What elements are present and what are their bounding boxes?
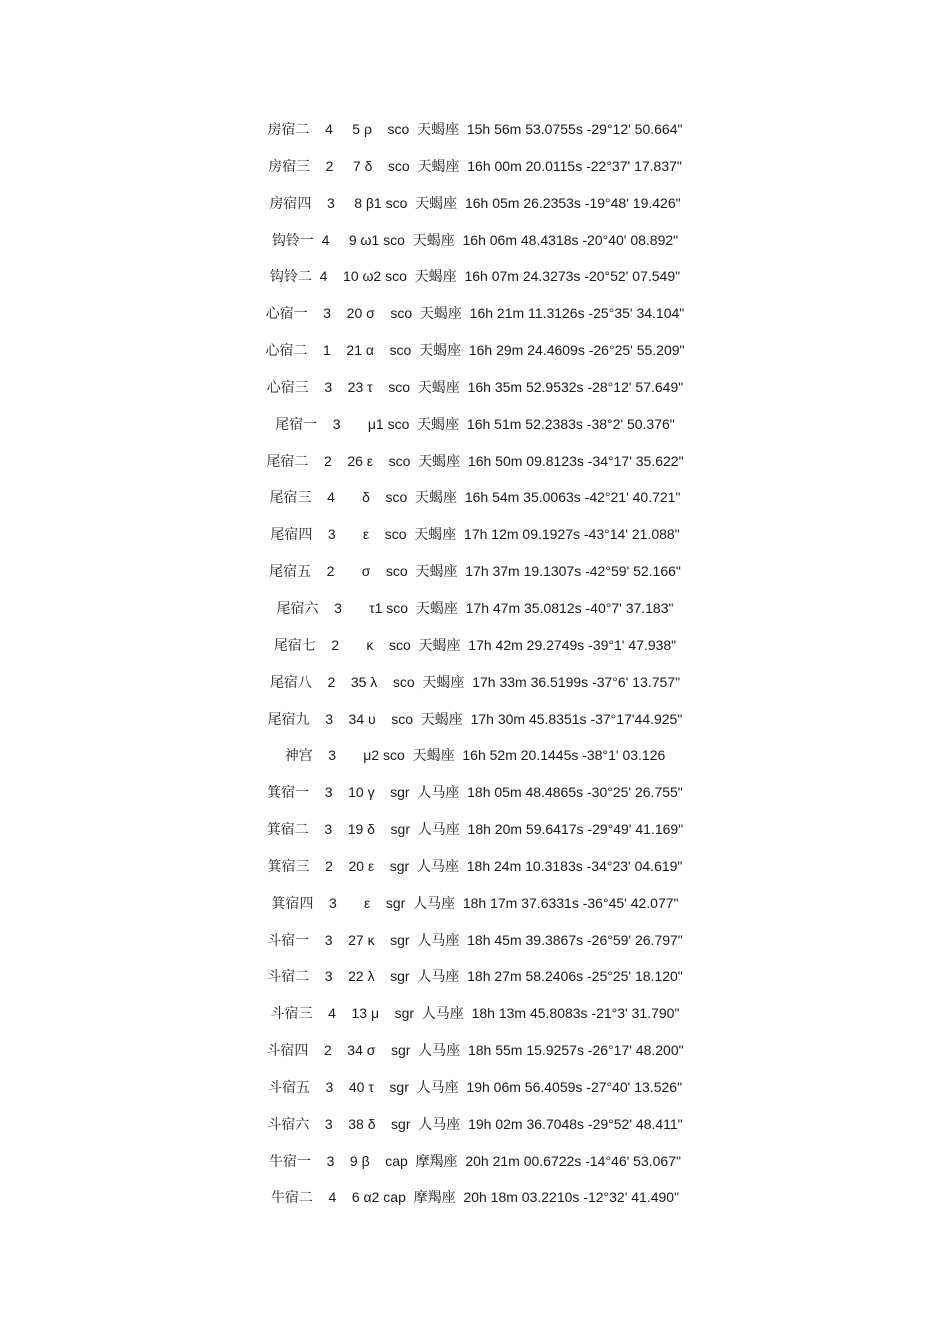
- star-entry-row: [0, 1077, 950, 1114]
- star-entry-row: [0, 856, 950, 893]
- star-entry-row: [0, 119, 950, 156]
- star-entry-text: 房宿三 2 7 δ sco 天蝎座 16h 00m 20.0115s -22°37' 17.837": [268, 157, 682, 174]
- star-catalog-list: [0, 119, 950, 1224]
- star-entry-row: [0, 1003, 950, 1040]
- star-entry-row: [0, 266, 950, 303]
- star-entry-text: 箕宿四 3 ε sgr 人马座 18h 17m 37.6331s -36°45' 42.077": [271, 894, 679, 911]
- star-entry-text: 尾宿一 3 μ1 sco 天蝎座 16h 51m 52.2383s -38°2' 50.376": [275, 415, 675, 432]
- star-entry-row: [0, 524, 950, 561]
- star-entry-row: [0, 930, 950, 967]
- star-entry-text: 箕宿二 3 19 δ sgr 人马座 18h 20m 59.6417s -29°49' 41.169": [266, 821, 684, 838]
- star-entry-row: [0, 598, 950, 635]
- star-entry-row: [0, 414, 950, 451]
- star-entry-text: 斗宿一 3 27 κ sgr 人马座 18h 45m 39.3867s -26°59' 26.797": [267, 931, 683, 948]
- star-entry-text: 斗宿六 3 38 δ sgr 人马座 19h 02m 36.7048s -29°52' 48.411": [267, 1115, 683, 1132]
- star-entry-text: 尾宿八 2 35 λ sco 天蝎座 17h 33m 36.5199s -37°6' 13.757": [269, 673, 681, 690]
- star-entry-text: 尾宿二 2 26 ε sco 天蝎座 16h 50m 09.8123s -34°17' 35.622": [266, 452, 684, 469]
- star-entry-row: [0, 893, 950, 930]
- star-entry-row: [0, 709, 950, 746]
- star-entry-text: 箕宿三 2 20 ε sgr 人马座 18h 24m 10.3183s -34°23' 04.619": [267, 857, 683, 874]
- star-entry-text: 斗宿五 3 40 τ sgr 人马座 19h 06m 56.4059s -27°40' 13.526": [267, 1078, 683, 1095]
- star-entry-row: [0, 156, 950, 193]
- star-entry-row: [0, 561, 950, 598]
- star-entry-text: 尾宿五 2 σ sco 天蝎座 17h 37m 19.1307s -42°59' 52.166": [269, 563, 681, 580]
- star-entry-text: 心宿一 3 20 σ sco 天蝎座 16h 21m 11.3126s -25°35' 34.104": [265, 305, 685, 322]
- star-entry-row: [0, 635, 950, 672]
- star-entry-row: [0, 451, 950, 488]
- star-entry-text: 斗宿四 2 34 σ sgr 人马座 18h 55m 15.9257s -26°17' 48.200": [266, 1042, 684, 1059]
- star-entry-text: 尾宿四 3 ε sco 天蝎座 17h 12m 09.1927s -43°14' 21.088": [270, 526, 680, 543]
- star-entry-row: [0, 672, 950, 709]
- star-entry-row: [0, 782, 950, 819]
- star-entry-text: 尾宿三 4 δ sco 天蝎座 16h 54m 35.0063s -42°21' 40.721": [269, 489, 681, 506]
- star-entry-text: 钩铃一 4 9 ω1 sco 天蝎座 16h 06m 48.4318s -20°40' 08.892": [271, 231, 679, 248]
- star-entry-row: [0, 193, 950, 230]
- star-entry-text: 尾宿六 3 τ1 sco 天蝎座 17h 47m 35.0812s -40°7' 37.183": [276, 599, 674, 616]
- star-entry-row: [0, 230, 950, 267]
- star-entry-row: [0, 303, 950, 340]
- star-entry-text: 斗宿三 4 13 μ sgr 人马座 18h 13m 45.8083s -21°3' 31.790": [270, 1005, 680, 1022]
- star-entry-text: 钩铃二 4 10 ω2 sco 天蝎座 16h 07m 24.3273s -20°52' 07.549": [269, 268, 681, 285]
- star-entry-text: 神宫 3 μ2 sco 天蝎座 16h 52m 20.1445s -38°1' 03.126: [284, 747, 666, 764]
- star-entry-text: 斗宿二 3 22 λ sgr 人马座 18h 27m 58.2406s -25°25' 18.120": [267, 968, 683, 985]
- star-entry-text: 牛宿二 4 6 α2 cap 摩羯座 20h 18m 03.2210s -12°32' 41.490": [270, 1189, 680, 1206]
- star-entry-row: [0, 1040, 950, 1077]
- star-entry-text: 房宿四 3 8 β1 sco 天蝎座 16h 05m 26.2353s -19°48' 19.426": [269, 194, 681, 211]
- star-entry-text: 牛宿一 3 9 β cap 摩羯座 20h 21m 00.6722s -14°46' 53.067": [269, 1152, 681, 1169]
- star-entry-row: [0, 340, 950, 377]
- star-entry-row: [0, 1187, 950, 1224]
- star-entry-text: 房宿二 4 5 ρ sco 天蝎座 15h 56m 53.0755s -29°12' 50.664": [267, 121, 683, 137]
- star-entry-text: 心宿三 3 23 τ sco 天蝎座 16h 35m 52.9532s -28°12' 57.649": [266, 378, 684, 395]
- star-entry-text: 尾宿九 3 34 υ sco 天蝎座 17h 30m 45.8351s -37°17'44.925": [267, 710, 683, 727]
- star-entry-text: 箕宿一 3 10 γ sgr 人马座 18h 05m 48.4865s -30°25' 26.755": [267, 784, 683, 801]
- star-entry-row: [0, 1114, 950, 1151]
- star-entry-text: 尾宿七 2 κ sco 天蝎座 17h 42m 29.2749s -39°1' 47.938": [273, 636, 677, 653]
- star-entry-row: [0, 966, 950, 1003]
- star-entry-row: [0, 745, 950, 782]
- star-entry-row: [0, 487, 950, 524]
- star-entry-row: [0, 377, 950, 414]
- star-entry-row: [0, 819, 950, 856]
- star-entry-text: 心宿二 1 21 α sco 天蝎座 16h 29m 24.4609s -26°25' 55.209": [265, 342, 685, 359]
- star-entry-row: [0, 1151, 950, 1188]
